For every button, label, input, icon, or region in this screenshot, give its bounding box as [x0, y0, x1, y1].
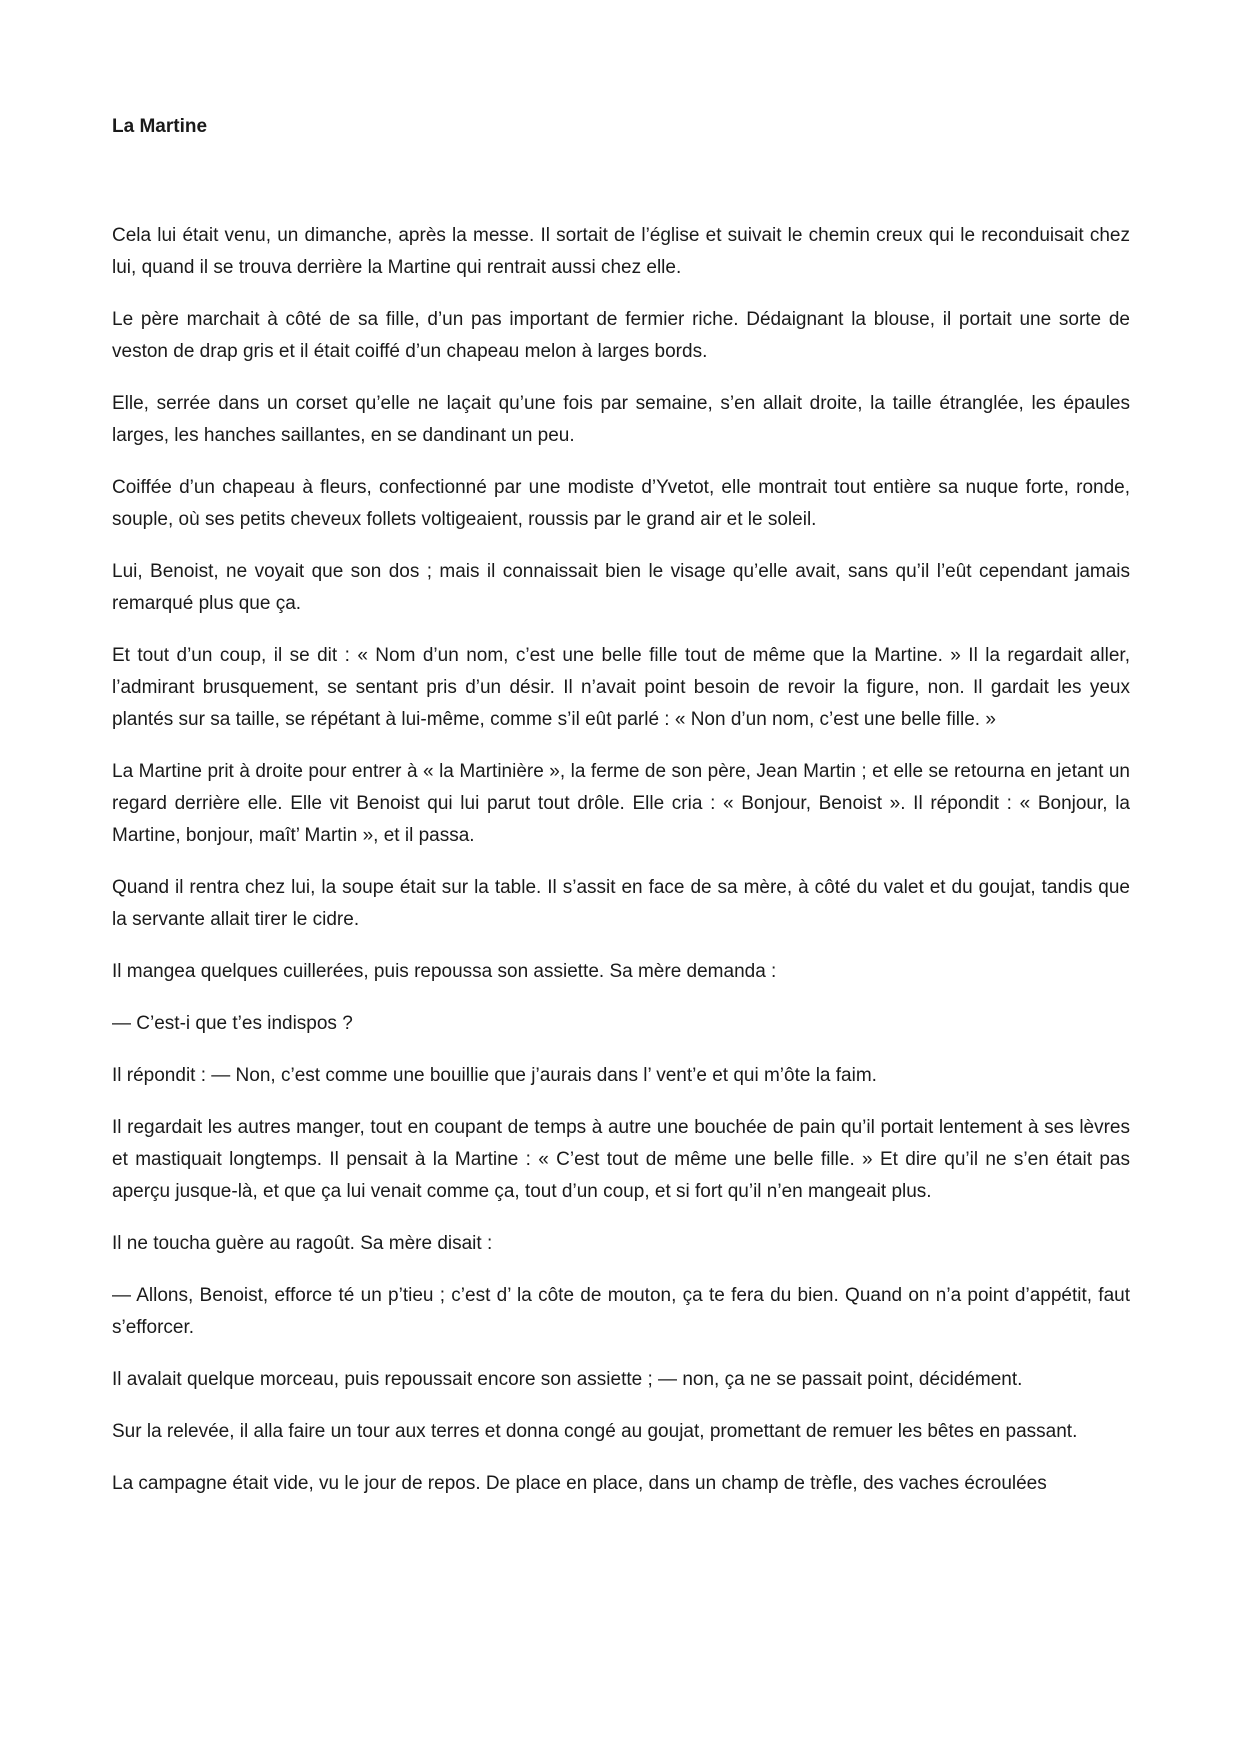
dialogue-line: — Allons, Benoist, efforce té un p’tieu ; c’est d’ la côte de mouton, ça te fera du bien. Quand on n’a point d’appétit, faut s’efforcer. [112, 1285, 1130, 1338]
paragraph: La campagne était vide, vu le jour de repos. De place en place, dans un champ de trèfle, des vaches écroulées [112, 1473, 1047, 1494]
dialogue-line: — C’est-i que t’es indispos ? [112, 1013, 353, 1034]
paragraph: Lui, Benoist, ne voyait que son dos ; mais il connaissait bien le visage qu’elle avait, sans qu’il l’eût cependant jamais remarqué plus que ça. [112, 561, 1130, 614]
paragraph: Elle, serrée dans un corset qu’elle ne laçait qu’une fois par semaine, s’en allait droite, la taille étranglée, les épaules larges, les hanches saillantes, en se dandinant un peu. [112, 393, 1130, 446]
paragraph: La Martine prit à droite pour entrer à « la Martinière », la ferme de son père, Jean Martin ; et elle se retourna en jetant un regard derrière elle. Elle vit Benoist qui lui parut tout drôle. Elle cria : « Bonjour, Benoist ». Il répondit : « Bonjour, la Martine, bonjour, maît’ Martin », et il passa. [112, 761, 1130, 846]
document-title: La Martine [112, 116, 208, 137]
paragraph: Il avalait quelque morceau, puis repoussait encore son assiette ; — non, ça ne se passait point, décidément. [112, 1369, 1023, 1390]
paragraph: Il ne toucha guère au ragoût. Sa mère disait : [112, 1233, 493, 1254]
paragraph: Il répondit : — Non, c’est comme une bouillie que j’aurais dans l’ vent’e et qui m’ôte la faim. [112, 1065, 877, 1086]
paragraph: Cela lui était venu, un dimanche, après la messe. Il sortait de l’église et suivait le chemin creux qui le reconduisait chez lui, quand il se trouva derrière la Martine qui rentrait aussi chez elle. [112, 225, 1130, 278]
document-page [112, 112, 1130, 1520]
document-body [112, 220, 1130, 1500]
paragraph: Le père marchait à côté de sa fille, d’un pas important de fermier riche. Dédaignant la blouse, il portait une sorte de veston de drap gris et il était coiffé d’un chapeau melon à larges bords. [112, 309, 1130, 362]
paragraph: Il regardait les autres manger, tout en coupant de temps à autre une bouchée de pain qu’il portait lentement à ses lèvres et mastiquait longtemps. Il pensait à la Martine : « C’est tout de même une belle fille. » Et dire qu’il ne s’en était pas aperçu jusque-là, et que ça lui venait comme ça, tout d’un coup, et si fort qu’il n’en mangeait plus. [112, 1117, 1130, 1202]
paragraph: Coiffée d’un chapeau à fleurs, confectionné par une modiste d’Yvetot, elle montrait tout entière sa nuque forte, ronde, souple, où ses petits cheveux follets voltigeaient, roussis par le grand air et le soleil. [112, 477, 1130, 530]
paragraph: Il mangea quelques cuillerées, puis repoussa son assiette. Sa mère demanda : [112, 961, 777, 982]
paragraph: Et tout d’un coup, il se dit : « Nom d’un nom, c’est une belle fille tout de même que la Martine. » Il la regardait aller, l’admirant brusquement, se sentant pris d’un désir. Il n’avait point besoin de revoir la figure, non. Il gardait les yeux plantés sur sa taille, se répétant à lui-même, comme s’il eût parlé : « Non d’un nom, c’est une belle fille. » [112, 645, 1130, 730]
paragraph: Quand il rentra chez lui, la soupe était sur la table. Il s’assit en face de sa mère, à côté du valet et du goujat, tandis que la servante allait tirer le cidre. [112, 877, 1130, 930]
paragraph: Sur la relevée, il alla faire un tour aux terres et donna congé au goujat, promettant de remuer les bêtes en passant. [112, 1421, 1078, 1442]
